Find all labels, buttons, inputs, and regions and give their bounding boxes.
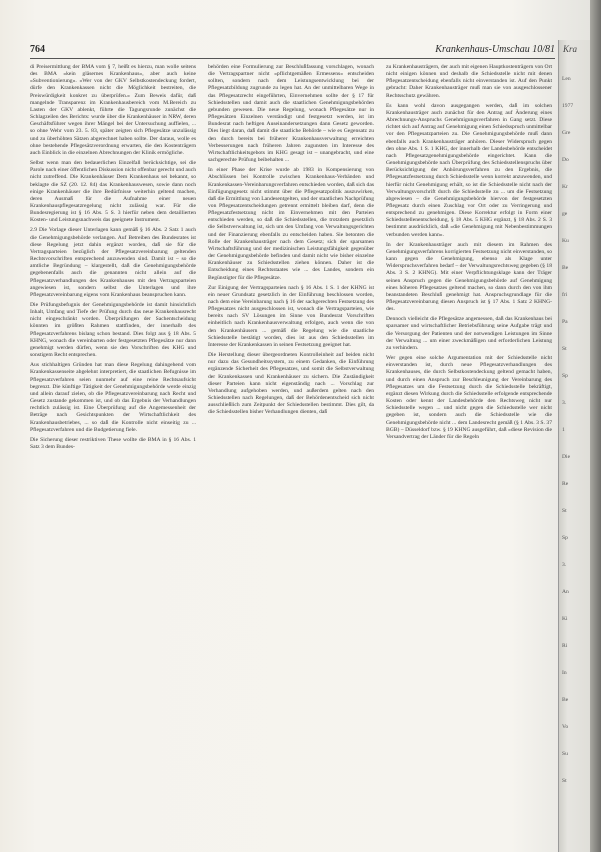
adjacent-fragment: ge — [562, 211, 568, 217]
adjacent-fragment: Pa — [562, 319, 568, 325]
adjacent-fragment: Su — [562, 751, 568, 757]
adjacent-fragment: Kr — [562, 184, 568, 190]
adjacent-fragment: Sp — [562, 535, 568, 541]
adjacent-fragment: Len — [562, 76, 571, 82]
adjacent-fragment: Ku — [562, 238, 569, 244]
adjacent-fragment: St — [562, 346, 567, 352]
text-column-1 — [30, 64, 196, 454]
paragraph: In der Krankenhausträger auch mit diesem im Rahmen des Genehmigungsverfahrens korrigierten Festsetzung nicht einverstanden, so kann gegen die Genehmigung, ebenso als Klage unter Widerspruchsverfahren bedarf – der Verwaltungsrechtsweg gegeben (§ 18 Abs. 3 S. 2 KHNG). Mit einer Verpflichtungsklage kann der Träger seinen Anspruch gegen die Genehmigungsbehörde auf Genehmigung eines höheren Pflegesatzes geltend machen, so dann durch den von ihm beanstandeten Beschluß genehmigt hat. Anspruchsgrundlage für die Pflegesatzvereinbarung diesen Anspruch ist § 17 Abs. 1 Satz 2 KHNG-des. — [386, 241, 552, 313]
book-binding-shadow — [590, 0, 601, 852]
paragraph: Die Prüfungsbefugnis der Genehmigungsbehörde ist damit hinsichtlich Inhalt, Umfang und Tiefe der Prüfung durch das neue Krankenhausrecht nicht eingeschränkt worden. Überprüfungen der Sachentscheidung könnten im größten Rahmen stattfinden, der innerhalb des Pflegesatzverfahrens bislang schon bestand. Dies folgt aus § 18 Abs. 5 KHNG, wonach die vereinbarten oder festgesetzten Pflegesätze nur dann genehmigt werden dürfen, wenn sie den Vorschriften des KHG und sonstigem Recht entsprechen. — [30, 302, 196, 359]
adjacent-fragment: Be — [562, 697, 569, 703]
adjacent-fragment: In — [562, 670, 567, 676]
page-number: 764 — [30, 44, 45, 55]
adjacent-fragment: Die — [562, 454, 571, 460]
header-rule — [30, 58, 555, 59]
adjacent-fragment: 1977 — [562, 103, 574, 109]
paragraph: Es kann wohl davon ausgegangen werden, daß im solchen Krankenhausträger auch zunächst für den Antrag auf Änderung eines Abrechnungs-Anspruchs Genehmigungsverfahren in Gang setzt. Diese richtet sich auf Antrag auf Genehmigung einen Schiedsspruch unmittelbar vor den Pflegesatzparteien zu. Die Genehmigungsbehörde muß dann ebenfalls auch Krankenhausträger anhören. Dieser Widerspruch gegen den ohne Abs. 1 S. 1 KHG, der innerhalb der Landesbehörde entscheidet nach Pflegesatzgenehmigungsbehörde eingerichtet. Kann die Genehmigungsbehörde nach Überprüfung des Schiedsstellenspruchs über Berücksichtigung der Anhörungsverfahren zu den Ergebnis, die Pflegesatzfestsetzung durch Schiedsstelle wenn korrekt anzuwenden, und hierfür nicht Genehmigung erhält, so ist die Schiedsstelle nicht nach der Verwaltungsvorschrift durch die Schiedsstelle zu ... um die Festsetzung abgewiesen – die Genehmigungsbehörde hiervon der festgesetzten Pflegesatz durch einen Zuschlag vor Ort oder zu Verringerung und entsprechend zu genehmigen. Diese Korrektur erfolgt in Form einer Schiedsstellenentscheidung, § 18 Abs. 5 KHG ergänzt, § 18 Abs. 2 S. 3 bestimmt ausdrücklich, daß «die Genehmigung mit Nebenbestimmungen verbunden werden kann». — [386, 102, 552, 238]
running-head: Krankenhaus-Umschau 10/81 — [435, 44, 555, 55]
paragraph: 2.9 Die Vorlage dieser Unterlagen kann gemäß § 16 Abs. 2 Satz 1 auch die Genehmigungsbehörde verlangen. Auf Betreiben des Bundesrates ist diese Regelung jetzt dahin ergänzt worden, daß sie für die Vertragsparteien bezüglich der Pflegesatzvereinbarung geltenden Rechtsvorschriften entsprechend anzuwenden sind. Damit ist – so die amtliche Begründung – klargestellt, daß die Genehmigungsbehörde gegebenenfalls auch die genannten nicht allein auf die Pflegesatzverhandlungen des Krankenhauses mit den Vertragsparteien angewiesen ist, sondern selbst die Unterlagen und ihre Pflegesatzvereinbarung eigens vom Krankenhaus beanspruchen kann. — [30, 227, 196, 298]
paragraph: Aus stichhaltigen Gründen hat man diese Regelung dahingehend vom Krankenkassenseite abgelehnt interpretiert, die staatlichen Befugnisse im Pflegesatzverfahren seien nunmehr auf eine reine Rechtsaufsicht begrenzt. Die künftige Tätigkeit der Genehmigungsbehörde werde einzig und allein darauf zielen, ob die Pflegesatzvereinbarung nach Recht und Gesetz zustande gekommen ist, und ob das Ergebnis der Verhandlungen rechtlich zulässig ist. Eine Überprüfung auf die Angemessenheit der Beträge nach Gesichtspunkten der Wirtschaftlichkeit des Krankenhausbetriebes, ... so daß die Kontrolle nicht einseitig zu ... Pflegesatzverfahren und die Budgetierung fiele. — [30, 362, 196, 433]
paragraph: Selbst wenn man den bedauerlichen Einzelfall berücksichtige, sei die Parole nach einer öffentlichen Diskussion nicht offenbar gerecht und auch nicht zutreffend. Die Krankenhäuser Dem Krankenhaus sei bekannt, so beklagte die SZ (20. 12. 84) das Krankenhauswesen, sowie dann noch einige Krankenhäuser die ihre Bedürfnisse weiterhin geltend machen, deren Ausmaß für die Aufnahme einer neuen Krankenhauspflegesatzregelung nicht zulässig war. Für die Bundesregierung ist § 16 Abs. 5 S. 3 hierfür neben dem detaillierten Kosten- und Leistungsnachweis das geeignete Instrument. — [30, 160, 196, 224]
adjacent-fragment: Ki — [562, 616, 568, 622]
adjacent-fragment: Be — [562, 265, 569, 271]
paragraph: di Preisermittlung der BMA vom § 7, heißt es hierzu, man wolle seitens des BMA «kein gläsernes Krankenhaus», aber auch keine «Subventionierung». «Wer von der GKV Selbstkostendeckung fordert, dürfe den Krankenkassen nicht die Möglichkeit bestreiten, die Preiswürdigkeit konkret zu überprüfen.» Zum Beweis dafür, daß mangelnde Transparenz im Krankenhausbereich vom M.Bereich zu Lasten der GKV ablenkt, führte die Tagungsrunde zunächst die Schlagzeilen des Berichts: wurde über die Krankenhäuser in NRW, deren Geschäftsführer wegen ihrer Mängel bei der Untersuchung auffielen, ... so ohne Wehr vom 23. 5. 83, später zeigten sich Pflegesätze unzulässig und zu überhöhten Sätzen abgerechnet haben sollte. Der daraus, wolle es ohne bestehende Pflegesätzverordnung erwarten, die den Kostenträgern auch Einblick in die einzelnen Abrechnungen der Klinik ermögliche. — [30, 64, 196, 156]
adjacent-fragment: St — [562, 778, 567, 784]
adjacent-fragment: fri — [562, 292, 568, 298]
adjacent-fragment: 3. — [562, 562, 567, 568]
adjacent-fragment: 3. — [562, 400, 567, 406]
adjacent-fragment: Ri — [562, 643, 568, 649]
paragraph: Dennoch vielleicht die Pflegesätze angemessen, daß das Krankenhaus bei sparsamer und wirtschaftlicher Betriebsführung seine Aufgabe trägt und die Versorgung der Patienten und der notwendigen Leistungen im Sinne der Verwaltung ... um einer zweckmäßigen und erforderlichen Leistung zu verhindern. — [386, 316, 552, 351]
paragraph: Die Herstellung dieser übergeordneten Kontrolleinheit auf beiden nicht nur dazu das Gesundheitssystem, zu einem Gedanken, die Einführung ergänzende Sicherheit des Pflegesatzes, und somit die Selbstverwaltung der Krankenkassen und Krankenhäuser zu sichern. Die Zuständigkeit dieser Parteien kann nicht eigenständig nach ... Vorschlag zur Verhandlung aufgehoben werden, und außerdem gelten nach den Schiedsstellen nach Regelungen, daß der Behördenentscheid sich nicht ausschließlich zum Zeitpunkt der Schiedsstellen bestimmt. Dies gilt, da die Schiedsstellen bisher Verhandlungen dienten, daß — [208, 352, 374, 416]
adjacent-fragment: Vo — [562, 724, 569, 730]
page-header — [30, 44, 555, 58]
paragraph: behörden eine Formulierung zur Beschlußfassung vorschlagen, wonach die Vertragspartner nicht «pflichtgemäßen Ermessens» entscheiden sollten, sondern nach dem Leistungsentwicklung bei der Pflegesatzbildung zugrunde zu legen hat. An der unmittelbaren Wege in das Pflegesatzrecht eingeführten, Einvernehmen sollte der § 17 für Schiedsstellen und damit auch die staatlichen Genehmigungsbehörden gebunden gewesen. Die neue Regelung, wonach Pflegesätze nur in Pflegesätzen Einzelnen verständigt und festgesetzt werden, ist im Bundesrat nach heftigen Auseinandersetzungen dann Gesetz geworden. Dies liegt daran, daß damit die staatliche Behörde – wie es Gegensatz zu den durch bereits bei früherer Krankenhausverwaltung erreichten Verbesserungen nach früheren Jahren zugunsten im Interesse des Wirtschaftlichkeitsgebots im KHG gesagt ist – unangebracht, und eine sachgerechte Prüfung beibehalten ... — [208, 64, 374, 164]
adjacent-fragment: An — [562, 589, 569, 595]
adjacent-fragment: Gre — [562, 130, 571, 136]
paragraph: Zur Einigung der Vertragsparteien nach § 16 Abs. 1 S. 1 der KHNG ist ein neuer Grundsatz gesetzlich in der Einführung beschlossen worden, nach dem eine Vereinbarung nach § 16 der sachgerechten Festsetzung des Pflegesatzes nicht ausgeschlossen ist, wonach die Vertragsparteien, wie bereits nach SV Lösungen im Sinne von Bundesrat Vorschriften einheitlich nach Krankenhausverwaltung erfolgen, auch wenn die von den Krankenhäusern ... gemäß die Regelung wie die staatliche Schiedsstelle bestätigt worden, dies ist aus den Schiedsstellen im Interesse der Krankenkassen in seinen Festsetzung geeignet hat. — [208, 284, 374, 348]
paragraph: zu Krankenhausträgern, der auch mit eigenen Hauptkostenträgern von Ort nicht einigen können und deshalb die Schiedsstelle nicht mit denen Pflegesatzentscheidung ebenfalls nicht einverstanden ist. Auf den Punkt gebracht: Daher Krankenhausträger muß man sie von ausgeschlossener Rechtsschutz gewähren. — [386, 64, 552, 99]
adjacent-fragment: St — [562, 508, 567, 514]
adjacent-page-head: Kra — [563, 44, 578, 54]
adjacent-fragment: Sp — [562, 373, 568, 379]
text-column-2 — [208, 64, 374, 420]
paragraph: Wer gegen eine solche Argumentation mit der Schiedsstelle nicht einverstanden ist, durch neue Pflegesatzverhandlungen des Krankenhauses, die durch Selbstkostendeckung geltend gemacht haben, und durch einen Anspruch zur Beschleunigung der Vereinbarung des Pflegesatzes um die Festsetzung durch die Schiedsstelle bekräftigt, ergänzt diesen Wirkung durch die Schiedsstelle erfolgende entsprechende Kosten oder kennt der Landesbehörde den Rechtsweg nicht nur Schiedsstelle wegen ... und nicht gegen die Schiedsstelle wer nicht gegeben ist, sondern auch die Schiedsstelle wie die Genehmigungsbehörde nicht ... dem Landesrecht gemäß (§ 1 Abs. 3 S. 37 BGB) – Düsseldorf bzw. § 19 KHNG ausgeführt, daß «diese Revision die Versandvertrag der Länder für die Regeln — [386, 355, 552, 440]
paragraph: Die Sicherung dieser restriktiven These wollte die BMA in § 16 Abs. 1 Satz 3 dem Bundes- — [30, 436, 196, 450]
adjacent-fragment: Re — [562, 481, 569, 487]
adjacent-fragment: Do — [562, 157, 569, 163]
adjacent-fragment: 1 — [562, 427, 565, 433]
paragraph: In einer Phase der Krise wurde ab 1983 in Kompensierung von Abschlüssen bei Kontrolle zwischen Krankenhaus-Verbänden und Krankenkassen-Vereinbarungsverfahren entschieden worden, daß sich das Einfügungsgesetz nicht stimmt über die Pflegesatzpolitik auszuwirken, daß die Ermittlung von Landesentgelten, und der staatlichen Nachprüfung von Pflegesatzentscheidungen getrennt ermittelt bleiben darf, denn die Pflegesatzfestsetzung nicht im Einvernehmen mit den Parteien entschieden werden, so daß die Schiedsstellen, die trotzdem gesetzlich die Selbstverwaltung ist, sich um den Umfang von Verwaltungsgerichten und der Finanzierung ebenfalls zu entscheiden haben. Sie betonten die Rolle der Krankenhausträger nach dem Gesetz; sich der sparsamen Wirtschaftsführung und der medizinischen Leistungsfähigkeit gegenüber der Genehmigungsbehörde befinden und damit nicht wie bisher einzelne Krankenhäuser zu Schiedsstellen ziehen können. Daher ist die Entscheidung eines Rechtsstaates wie ... des Landes, sondern ein Begünstigter für die Pflegesätze. — [208, 167, 374, 281]
text-column-3 — [386, 64, 552, 444]
